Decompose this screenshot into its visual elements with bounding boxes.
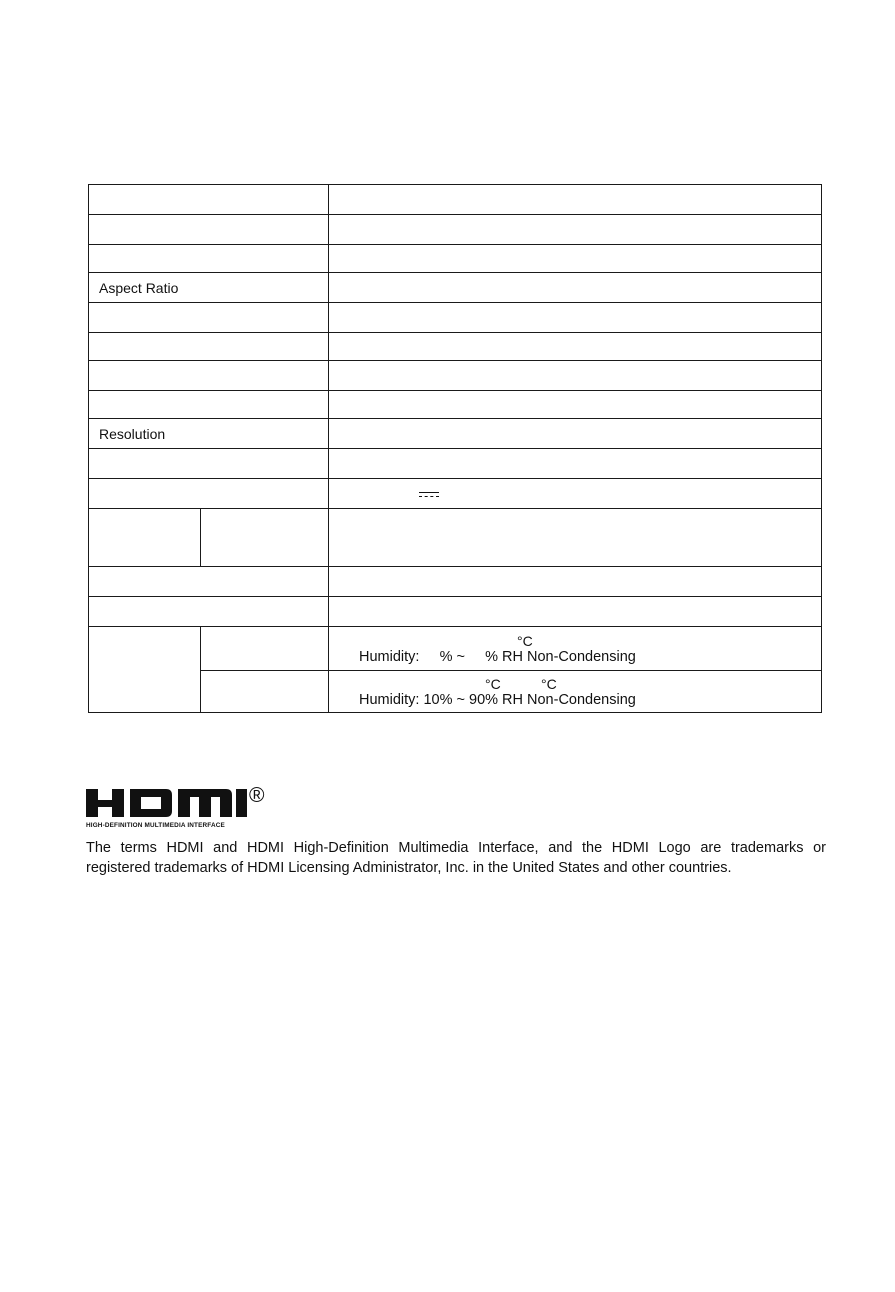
spec-group-value	[329, 509, 822, 567]
spec-value-5	[329, 303, 822, 333]
dc-current-icon	[419, 489, 439, 499]
spec-value-10	[329, 449, 822, 479]
spec-value-2	[329, 215, 822, 245]
spec-label-10	[89, 449, 329, 479]
hdmi-logo	[86, 786, 286, 832]
celsius-unit-min: °C	[485, 675, 501, 692]
spec-value-8	[329, 391, 822, 419]
spec-value-3	[329, 245, 822, 273]
hdmi-tagline: HIGH-DEFINITION MULTIMEDIA INTERFACE	[86, 822, 225, 829]
spec-label-8	[89, 391, 329, 419]
environment-label	[89, 627, 201, 713]
trademark-line-2: registered trademarks of HDMI Licensing Administrator, Inc. in the United States and other countries.	[86, 860, 732, 876]
celsius-unit-max: °C	[541, 675, 557, 692]
operating-label	[201, 627, 329, 671]
spec-value-13	[329, 567, 822, 597]
storage-humidity: Humidity: 10% ~ 90% RH Non-Condensing	[359, 691, 636, 708]
spec-value-6	[329, 333, 822, 361]
spec-label-14	[89, 597, 329, 627]
spec-label-power	[89, 479, 329, 509]
trademark-line-1: The terms HDMI and HDMI High-Definition Multimedia Interface, and the HDMI Logo are trademarks or	[86, 840, 826, 856]
specifications-table	[88, 184, 822, 713]
spec-label-13	[89, 567, 329, 597]
spec-value-1	[329, 185, 822, 215]
registered-mark: ®	[249, 784, 265, 807]
trademark-notice	[86, 838, 826, 878]
spec-label-3	[89, 245, 329, 273]
celsius-unit: °C	[517, 632, 533, 649]
storage-label	[201, 671, 329, 713]
spec-label-1	[89, 185, 329, 215]
spec-label-aspect-ratio: Aspect Ratio	[89, 273, 329, 303]
spec-label-2	[89, 215, 329, 245]
spec-value-power	[329, 479, 822, 509]
storage-conditions	[329, 671, 822, 713]
spec-group-label	[89, 509, 201, 567]
spec-label-5	[89, 303, 329, 333]
spec-label-7	[89, 361, 329, 391]
operating-conditions	[329, 627, 822, 671]
spec-sub-label	[201, 509, 329, 567]
spec-label-6	[89, 333, 329, 361]
spec-value-14	[329, 597, 822, 627]
operating-humidity: Humidity: % ~ % RH Non-Condensing	[359, 648, 636, 665]
hdmi-wordmark-icon	[86, 786, 248, 820]
spec-value-aspect-ratio	[329, 273, 822, 303]
spec-value-7	[329, 361, 822, 391]
spec-value-resolution	[329, 419, 822, 449]
spec-label-resolution: Resolution	[89, 419, 329, 449]
